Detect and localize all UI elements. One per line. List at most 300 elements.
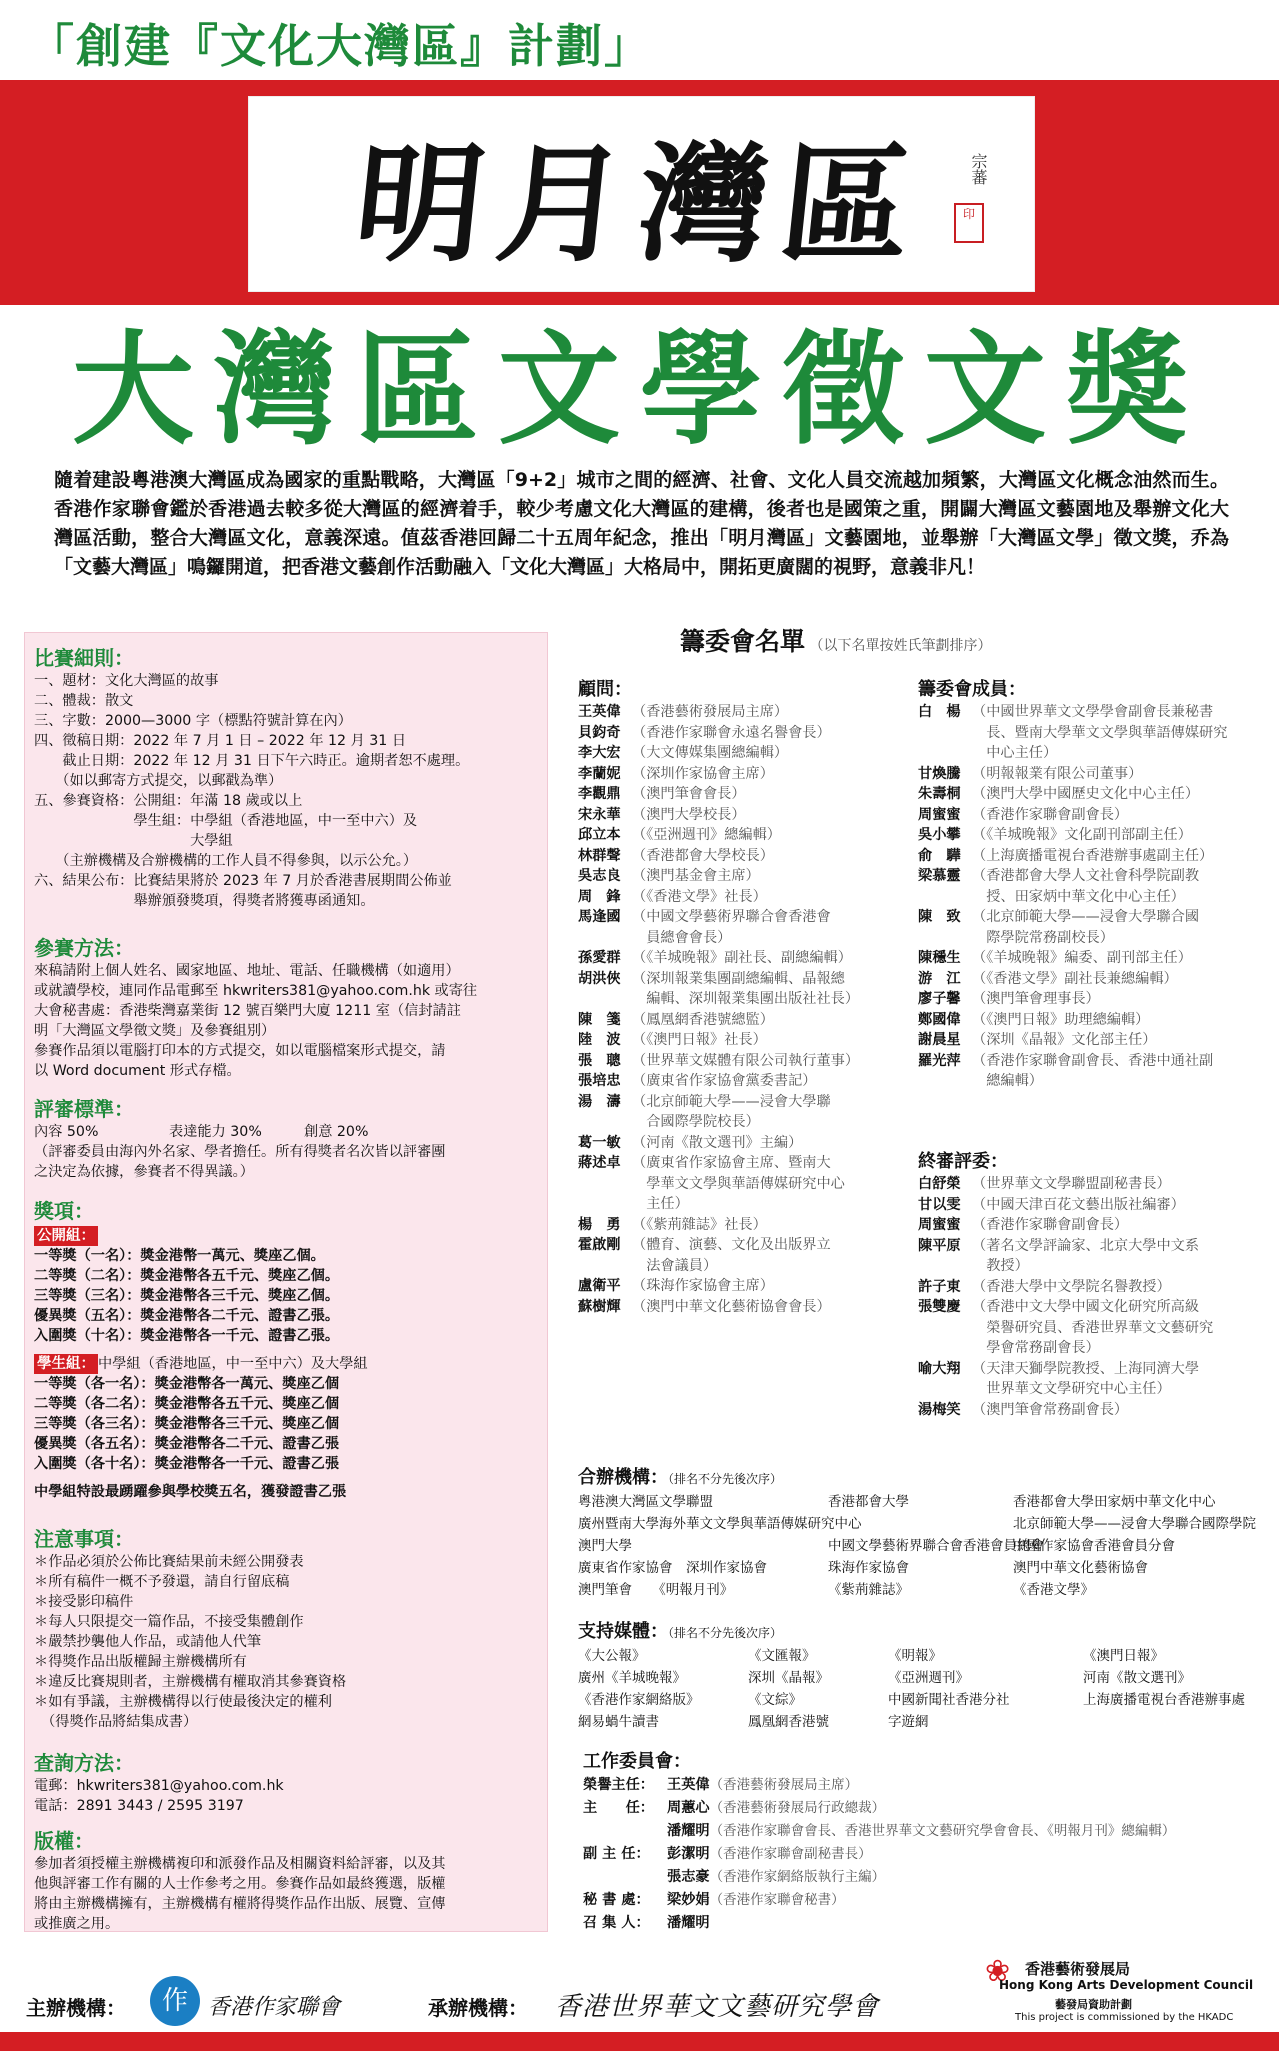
person-title: 授、田家炳中華文化中心主任）	[972, 888, 1185, 905]
list-item: 《亞洲週刊》	[888, 1670, 969, 1686]
person-name: 陸 波	[578, 1032, 621, 1048]
person-title: （香港作家聯會副會長、香港中通社副	[972, 1052, 1214, 1069]
awards-heading: 獎項：	[34, 1199, 94, 1223]
person-name: 許子東	[918, 1278, 961, 1295]
committee-person	[578, 805, 898, 826]
person-name	[918, 928, 972, 949]
notes-section	[34, 1526, 539, 1732]
committee-person	[578, 825, 898, 846]
list-row	[578, 1645, 1268, 1667]
person-name: 霍啟剛	[578, 1237, 621, 1253]
person-title: （香港都會大學人文社會科學院副教	[972, 868, 1200, 884]
calligraphy-signature: 宗蕃	[969, 153, 988, 185]
person-title: （中國世界華文文學學會副會長兼秘書	[972, 704, 1214, 720]
person-name: 吳志良	[578, 868, 621, 884]
person-name: 游 江	[918, 970, 961, 987]
criteria-line: （評審委員由海內外名家、學者擔任。所有得獎者名次皆以評審團	[34, 1144, 446, 1160]
committee-person	[918, 1195, 1260, 1216]
person-title: （《羊城晚報》文化副刊部副主任）	[972, 827, 1192, 843]
person-name: 李蘭妮	[578, 765, 621, 782]
person-title: （中國文學藝術界聯合會香港會	[632, 909, 831, 925]
person-title: 學華文文學與華語傳媒研究中心	[632, 1175, 845, 1192]
method-line: 參賽作品須以電腦打印本的方式提交，如以電腦檔案形式提交，請	[34, 1043, 446, 1059]
committee-person	[578, 1174, 898, 1195]
committee-person	[578, 907, 898, 928]
bottom-red-band	[0, 2032, 1279, 2051]
work-desc: （香港作家網絡版執行主編）	[709, 1869, 886, 1885]
person-name: 李大宏	[578, 745, 621, 761]
committee-person	[578, 764, 898, 785]
work-name: 梁妙娟	[667, 1892, 710, 1908]
judges-list	[918, 1174, 1260, 1420]
list-item: 中國新聞社香港分社	[888, 1692, 1010, 1708]
person-name: 陳 致	[918, 909, 961, 925]
list-item: 《香港文學》	[1013, 1582, 1094, 1598]
advisers-section	[578, 678, 898, 1317]
committee-person	[578, 1092, 898, 1113]
committee-person	[578, 702, 898, 723]
members-list	[918, 702, 1260, 1092]
person-title: （鳳凰網香港號總監）	[632, 1011, 774, 1028]
person-name: 湯梅笑	[918, 1401, 961, 1418]
student-award-line: 優異獎（各五名）：獎金港幣各二千元、證書乙張	[34, 1436, 340, 1452]
organiser-label: 承辦機構：	[428, 1996, 528, 2020]
person-title: （澳門大學校長）	[632, 806, 746, 823]
work-member	[583, 1797, 1273, 1820]
committee-person	[918, 1359, 1260, 1380]
note-line: ＊接受影印稿件	[34, 1594, 134, 1610]
list-row	[578, 1535, 1268, 1557]
special-award: 中學組特設最踴躍參與學校獎五名，獲發證書乙張	[34, 1484, 347, 1500]
person-name	[918, 1071, 972, 1092]
person-title: 總編輯）	[972, 1073, 1043, 1089]
committee-person	[578, 989, 898, 1010]
person-name: 周 鋒	[578, 888, 621, 905]
open-award-line: 一等獎（一名）：獎金港幣一萬元、獎座乙個。	[34, 1248, 325, 1264]
work-name: 張志豪	[667, 1869, 710, 1885]
person-title: 教授）	[972, 1258, 1029, 1274]
person-title: （體育、演藝、文化及出版界立	[632, 1237, 831, 1253]
person-title: （上海廣播電視台香港辦事處副主任）	[972, 847, 1214, 864]
method-line: 或就讀學校，連同作品電郵至 hkwriters381@yahoo.com.hk 或寄往	[34, 983, 478, 999]
committee-person	[578, 1194, 898, 1215]
list-item: 字遊網	[888, 1714, 929, 1730]
list-item: 《文匯報》	[748, 1648, 816, 1664]
copyright-line: 或推廣之用。	[34, 1916, 120, 1932]
person-name: 馬逢國	[578, 909, 621, 925]
host-label: 主辦機構：	[26, 1996, 126, 2020]
person-name	[578, 989, 632, 1010]
method-line: 大會秘書處：香港柴灣嘉業街 12 號百樂門大廈 1211 室（信封請註	[34, 1003, 461, 1019]
rule-line: 五、參賽資格：公開組：年滿 18 歲或以上	[34, 793, 303, 809]
intro-paragraph: 隨着建設粵港澳大灣區成為國家的重點戰略，大灣區「9+2」城市之間的經濟、社會、文化人員交流越加頻繁，大灣區文化概念油然而生。香港作家聯會鑑於香港過去較多從大灣區的經濟着手，較少考慮文化大灣區的建構，後者也是國策之重，開闢大灣區文藝園地及舉辦文化大灣區活動，整合大灣區文化，意義深遠。值茲香港回歸二十五周年紀念，推出「明月灣區」文藝園地，並舉辦「大灣區文學」徵文獎，乔為「文藝大灣區」鳴鑼開道，把香港文藝創作活動融入「文化大灣區」大格局中，開拓更廣闊的視野，意義非凡！	[54, 469, 1229, 578]
person-title: （廣東省作家協會主席、暨南大	[632, 1155, 831, 1171]
person-title: （廣東省作家協會黨委書記）	[632, 1073, 817, 1089]
committee-person	[918, 743, 1260, 764]
list-item: 廣東省作家協會 深圳作家協會	[578, 1560, 767, 1576]
person-title: 員總會會長）	[632, 929, 732, 946]
committee-header	[680, 627, 992, 657]
committee-person	[918, 969, 1260, 990]
person-name	[918, 887, 972, 908]
person-title: （香港作家聯會永遠名譽會長）	[632, 724, 831, 741]
list-item	[828, 1513, 1013, 1535]
open-award-line: 三等獎（三名）：獎金港幣各三千元、獎座乙個。	[34, 1288, 340, 1304]
person-name: 謝晨星	[918, 1032, 961, 1048]
coorganisers-note: （排名不分先後次序）	[668, 1472, 783, 1486]
committee-person	[918, 887, 1260, 908]
person-name: 李觀鼎	[578, 786, 621, 802]
person-name: 王英偉	[578, 704, 621, 720]
student-award-line: 二等獎（各二名）：獎金港幣各五千元、獎座乙個	[34, 1396, 340, 1412]
list-row	[578, 1711, 1268, 1733]
committee-person	[918, 1071, 1260, 1092]
person-name	[578, 1256, 632, 1277]
person-name	[578, 1174, 632, 1195]
person-name: 周蜜蜜	[918, 806, 961, 823]
person-title: （香港作家聯會副會長）	[972, 806, 1129, 823]
committee-person	[918, 1400, 1260, 1421]
person-name	[918, 1338, 972, 1359]
organiser-logo-text: 香港世界華文文藝研究學會	[555, 1992, 880, 2022]
committee-person	[578, 1153, 898, 1174]
list-row	[578, 1667, 1268, 1689]
rule-line: （主辦機構及合辦機構的工作人員不得參與，以示公允。）	[34, 853, 418, 869]
advisers-list	[578, 702, 898, 1317]
copyright-line: 他與評審工作有關的人士作參考之用。參賽作品如最終獲選，版權	[34, 1876, 446, 1892]
note-line: ＊每人只限提交一篇作品，不接受集體創作	[34, 1614, 304, 1630]
person-name: 張培忠	[578, 1073, 621, 1089]
person-title: （香港大學中文學院名譽教授）	[972, 1278, 1171, 1295]
person-title: （明報報業有限公司董事）	[972, 765, 1143, 782]
list-row	[578, 1579, 1268, 1601]
list-item: 澳門中華文化藝術協會	[1013, 1560, 1148, 1576]
person-name: 胡洪俠	[578, 970, 621, 987]
list-item: 深圳《晶報》	[748, 1670, 829, 1686]
person-name: 甘煥騰	[918, 765, 961, 782]
committee-person	[918, 1297, 1260, 1318]
note-line: （得獎作品將結集成書）	[34, 1714, 198, 1730]
person-name: 梁慕靈	[918, 868, 961, 884]
criteria-expression: 表達能力 30%	[169, 1124, 262, 1140]
committee-person	[918, 907, 1260, 928]
person-title: （香港中文大學中國文化研究所高級	[972, 1299, 1200, 1315]
committee-person	[918, 825, 1260, 846]
person-name: 葛一敏	[578, 1134, 621, 1151]
person-title: （中國天津百花文藝出版社編審）	[972, 1196, 1185, 1213]
notes-heading: 注意事項：	[34, 1527, 134, 1551]
hkwriters-logo-icon: 作	[150, 1976, 200, 2026]
committee-person	[918, 1215, 1260, 1236]
person-title: 主任）	[632, 1196, 689, 1212]
list-item: 香港都會大學	[828, 1494, 909, 1510]
work-member	[583, 1889, 1273, 1912]
coorganisers-section	[578, 1466, 1268, 1601]
committee-person	[918, 1010, 1260, 1031]
student-award-line: 一等獎（各一名）：獎金港幣各一萬元、獎座乙個	[34, 1376, 340, 1392]
members-section	[918, 678, 1260, 1092]
person-name: 張雙慶	[918, 1299, 961, 1315]
person-name: 俞 驊	[918, 847, 961, 864]
rule-line: 六、結果公布：比賽結果將於 2023 年 7 月於香港書展期間公佈並	[34, 873, 452, 889]
open-award-line: 入圍獎（十名）：獎金港幣各一千元、證書乙張。	[34, 1328, 340, 1344]
person-name: 鄭國偉	[918, 1011, 961, 1028]
hkadc-commission: This project is commissioned by the HKADC	[1015, 2012, 1234, 2023]
list-item: 中國文學藝術界聯合會香港會員總會	[828, 1538, 1044, 1554]
person-name: 廖子馨	[918, 991, 961, 1007]
committee-person	[578, 866, 898, 887]
committee-person	[578, 887, 898, 908]
work-member	[583, 1843, 1273, 1866]
work-role: 榮譽主任：	[583, 1777, 654, 1793]
committee-person	[918, 1277, 1260, 1298]
committee-person	[578, 1256, 898, 1277]
work-member	[583, 1866, 1273, 1889]
committee-person	[578, 1030, 898, 1051]
copyright-section	[34, 1828, 539, 1934]
list-row	[578, 1513, 1268, 1535]
work-member	[583, 1820, 1273, 1843]
person-title: （深圳報業集團副總編輯、晶報總	[632, 970, 845, 987]
method-line: 以 Word document 形式存檔。	[34, 1063, 241, 1079]
work-desc: （香港藝術發展局主席）	[709, 1777, 859, 1793]
note-line: ＊得獎作品出版權歸主辦機構所有	[34, 1654, 247, 1670]
judges-heading: 終審評委：	[918, 1151, 1008, 1172]
list-item: 《澳門日報》	[1083, 1648, 1164, 1664]
committee-person	[918, 846, 1260, 867]
person-name: 羅光萍	[918, 1052, 961, 1069]
person-name: 朱壽桐	[918, 786, 961, 802]
committee-person	[578, 1133, 898, 1154]
committee-person	[918, 1379, 1260, 1400]
work-name: 王英偉	[667, 1777, 710, 1793]
criteria-creativity: 創意 20%	[304, 1124, 369, 1140]
committee-person	[918, 1030, 1260, 1051]
person-name: 周蜜蜜	[918, 1217, 961, 1233]
person-title: （澳門基金會主席）	[632, 868, 760, 884]
person-title: （澳門中華文化藝術協會會長）	[632, 1298, 831, 1315]
list-item: 《明報》	[888, 1648, 942, 1664]
person-title: （澳門筆會理事長）	[972, 991, 1100, 1007]
student-award-line: 入圍獎（各十名）：獎金港幣各一千元、證書乙張	[34, 1456, 340, 1472]
committee-person	[578, 1215, 898, 1236]
person-title: 世界華文文學研究中心主任）	[972, 1381, 1171, 1397]
committee-person	[918, 989, 1260, 1010]
person-name: 白 楊	[918, 704, 961, 720]
work-role: 主 任：	[583, 1800, 654, 1816]
person-name	[918, 1318, 972, 1339]
person-title: （深圳作家協會主席）	[632, 765, 774, 782]
person-title: （北京師範大學——浸會大學聯合國	[972, 909, 1200, 925]
person-name: 陳穩生	[918, 950, 961, 966]
person-name	[578, 1112, 632, 1133]
list-item	[1083, 1711, 1268, 1733]
person-title: （世界華文媒體有限公司執行董事）	[632, 1052, 860, 1069]
committee-person	[578, 846, 898, 867]
list-item: 廣州暨南大學海外華文文學與華語傳媒研究中心	[578, 1516, 862, 1532]
student-award-line: 三等獎（各三名）：獎金港幣各三千元、獎座乙個	[34, 1416, 340, 1432]
list-item: 《紫荊雜誌》	[828, 1582, 909, 1598]
person-title: （天津天獅學院教授、上海同濟大學	[972, 1360, 1200, 1377]
seal-stamp-icon: 印	[954, 203, 984, 243]
note-line: ＊嚴禁抄襲他人作品，或請他人代筆	[34, 1634, 262, 1650]
work-role	[583, 1820, 667, 1843]
list-item: 網易蝸牛讀書	[578, 1714, 659, 1730]
committee-person	[918, 1318, 1260, 1339]
person-name: 蔣述卓	[578, 1155, 621, 1171]
person-name: 陳 箋	[578, 1011, 621, 1028]
person-title: 中心主任）	[972, 745, 1058, 761]
person-name: 宋永華	[578, 806, 621, 823]
committee-person	[578, 743, 898, 764]
work-name: 彭潔明	[667, 1846, 710, 1862]
hkadc-mark-icon: ❀	[985, 1954, 1011, 1989]
open-award-line: 優異獎（五名）：獎金港幣各二千元、證書乙張。	[34, 1308, 340, 1324]
committee-person	[578, 723, 898, 744]
open-group-tag: 公開組：	[34, 1226, 98, 1246]
person-name: 陳平原	[918, 1237, 961, 1254]
committee-person	[578, 1010, 898, 1031]
list-item: 中國作家協會香港會員分會	[1013, 1538, 1175, 1554]
rules-heading: 比賽細則：	[34, 646, 134, 670]
media-section	[578, 1620, 1268, 1733]
campaign-heading: 「創建『文化大灣區』計劃」	[28, 19, 652, 73]
person-name: 楊 勇	[578, 1216, 621, 1233]
person-name: 吳小攀	[918, 827, 961, 843]
enquiry-heading: 查詢方法：	[34, 1751, 134, 1775]
committee-person	[578, 1297, 898, 1318]
note-line: ＊作品必須於公佈比賽結果前未經公開發表	[34, 1554, 304, 1570]
list-item: 廣州《羊城晚報》	[578, 1670, 686, 1686]
criteria-section	[34, 1096, 539, 1182]
committee-person	[918, 764, 1260, 785]
person-title: （北京師範大學——浸會大學聯	[632, 1093, 831, 1110]
list-item: 澳門大學	[578, 1538, 632, 1554]
person-title: （《香港文學》社長）	[632, 888, 767, 905]
list-item: 澳門筆會 《明報月刊》	[578, 1582, 734, 1598]
rule-line: 四、徵稿日期：2022 年 7 月 1 日 – 2022 年 12 月 31 日	[34, 733, 407, 749]
person-title: 法會議員）	[632, 1257, 718, 1274]
work-name: 潘耀明	[667, 1823, 710, 1839]
committee-person	[578, 928, 898, 949]
person-title: 際學院常務副校長）	[972, 929, 1114, 946]
criteria-content: 內容 50%	[34, 1124, 99, 1140]
list-item: 上海廣播電視台香港辦事處	[1083, 1692, 1245, 1708]
media-list	[578, 1645, 1268, 1733]
list-row	[578, 1557, 1268, 1579]
work-committee-heading: 工作委員會：	[583, 1751, 691, 1772]
person-name	[918, 743, 972, 764]
committee-person	[918, 784, 1260, 805]
note-line: ＊所有稿件一概不予發還，請自行留底稿	[34, 1574, 290, 1590]
person-name	[578, 1194, 632, 1215]
enquiry-phone: 電話：2891 3443 / 2595 3197	[34, 1798, 244, 1814]
person-title: （深圳《晶報》文化部主任）	[972, 1032, 1157, 1048]
person-title: （《澳門日報》社長）	[632, 1032, 767, 1048]
rule-line: 二、體裁：散文	[34, 693, 134, 709]
criteria-line: 之決定為依據，參賽者不得異議。）	[34, 1164, 254, 1180]
hkadc-name-cn: 香港藝術發展局	[1025, 1960, 1131, 1978]
list-item: 《香港作家網絡版》	[578, 1692, 700, 1708]
awards-section	[34, 1198, 539, 1502]
person-title: （《羊城晚報》編委、副刊部主任）	[972, 950, 1192, 966]
list-item: 珠海作家協會	[828, 1560, 909, 1576]
person-name: 白舒榮	[918, 1176, 961, 1192]
coorganisers-heading: 合辦機構：	[578, 1467, 668, 1488]
person-name: 湯 濤	[578, 1093, 621, 1110]
note-line: ＊如有爭議，主辦機構得以行使最後決定的權利	[34, 1694, 332, 1710]
page-title: 大灣區文學徵文獎	[72, 319, 1208, 461]
list-item: 《文綜》	[748, 1692, 802, 1708]
committee-person	[918, 805, 1260, 826]
committee-person	[918, 948, 1260, 969]
committee-person	[578, 1276, 898, 1297]
note-line: ＊違反比賽規則者，主辦機構有權取消其參賽資格	[34, 1674, 347, 1690]
person-name	[918, 723, 972, 744]
method-line: 來稿請附上個人姓名、國家地區、地址、電話、任職機構（如適用）	[34, 963, 460, 979]
work-member	[583, 1912, 1273, 1935]
person-name: 邱立本	[578, 827, 621, 843]
committee-person	[578, 1112, 898, 1133]
person-title: （《羊城晚報》副社長、副總編輯）	[632, 950, 852, 966]
committee-subtitle: （以下名單按姓氏筆劃排序）	[809, 638, 992, 654]
work-desc: （香港作家聯會秘書）	[709, 1892, 845, 1908]
committee-person	[918, 1256, 1260, 1277]
person-title: 學會常務副會長）	[972, 1340, 1100, 1356]
list-item: 《大公報》	[578, 1648, 646, 1664]
list-item: 河南《散文選刊》	[1083, 1670, 1191, 1686]
work-name: 潘耀明	[667, 1915, 710, 1931]
list-row	[578, 1689, 1268, 1711]
work-desc: （香港藝術發展局行政總裁）	[709, 1800, 886, 1816]
committee-person	[918, 1338, 1260, 1359]
person-title: （香港作家聯會副會長）	[972, 1217, 1129, 1233]
rule-line: 舉辦頒發獎項，得獎者將獲專函通知。	[34, 893, 375, 909]
calligraphy-title: 明月灣區	[348, 130, 933, 280]
host-logo-text: 香港作家聯會	[208, 1995, 341, 2020]
committee-title: 籌委會名單	[680, 627, 806, 656]
committee-person	[578, 969, 898, 990]
media-heading: 支持媒體：	[578, 1621, 668, 1642]
person-name: 甘以雯	[918, 1196, 961, 1213]
hkadc-name-en: Hong Kong Arts Development Council	[999, 1978, 1254, 1992]
committee-person	[918, 1051, 1260, 1072]
work-name: 周蕙心	[667, 1800, 710, 1816]
method-heading: 參賽方法：	[34, 936, 134, 960]
hkadc-note: 藝發局資助計劃	[1055, 1998, 1132, 2011]
person-name: 林群聲	[578, 847, 621, 864]
person-title: （澳門筆會會長）	[632, 786, 746, 802]
person-name: 張 聰	[578, 1052, 621, 1069]
media-note: （排名不分先後次序）	[668, 1626, 783, 1640]
rules-section	[34, 645, 539, 911]
work-role: 召 集 人：	[583, 1915, 650, 1931]
work-role: 副 主 任：	[583, 1846, 650, 1862]
person-name	[918, 1379, 972, 1400]
person-title: 長、暨南大學華文文學與華語傳媒研究	[972, 724, 1228, 741]
work-committee-section	[583, 1750, 1273, 1935]
list-item: 鳳凰網香港號	[748, 1714, 829, 1730]
person-title: （澳門筆會常務副會長）	[972, 1401, 1129, 1418]
person-title: 合國際學院校長）	[632, 1114, 760, 1130]
criteria-heading: 評審標準：	[34, 1097, 134, 1121]
student-group-note: 中學組（香港地區，中一至中六）及大學組	[98, 1356, 368, 1372]
committee-person	[918, 702, 1260, 723]
committee-person	[578, 1051, 898, 1072]
rule-line: 學生組：中學組（香港地區，中一至中六）及	[34, 813, 418, 829]
rule-line: 一、題材：文化大灣區的故事	[34, 673, 219, 689]
committee-person	[918, 723, 1260, 744]
